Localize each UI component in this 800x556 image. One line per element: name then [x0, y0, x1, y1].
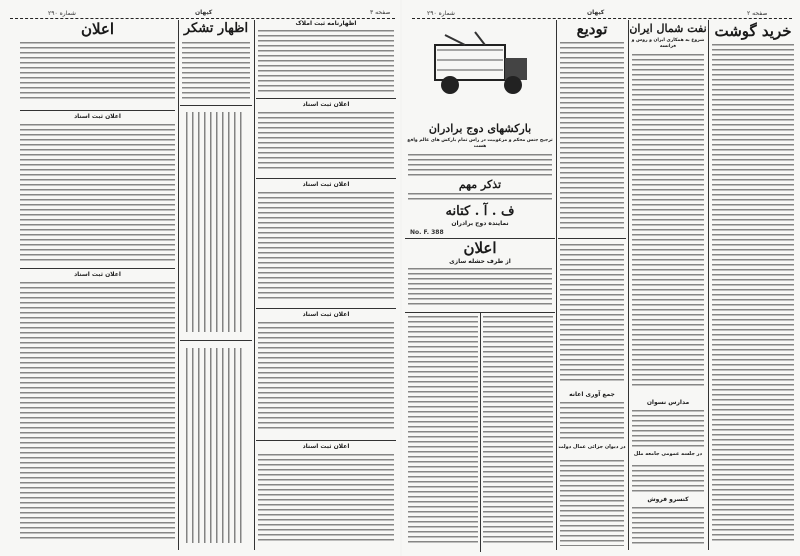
left-notice-heading: اعلان ثبت اسناد — [74, 113, 121, 120]
body-text-block — [483, 316, 553, 546]
column-divider — [558, 238, 626, 239]
meat-purchase-title: خرید گوشت — [714, 22, 792, 40]
body-text-block — [560, 460, 624, 546]
court-heading: در دیوان جزائی عمال دولت — [558, 444, 626, 450]
body-text-block — [20, 124, 175, 264]
column-divider — [178, 20, 179, 550]
truck-illustration — [425, 30, 535, 100]
column-divider — [628, 20, 629, 550]
column-divider — [480, 312, 481, 552]
collection-heading: جمع آوری اعانه — [569, 391, 615, 398]
left-page-number: صفحه ۳ — [370, 9, 391, 16]
left-announcement-title: اعلان — [80, 20, 115, 38]
left-masthead: کیهان — [195, 9, 213, 16]
cannery-heading: کنسرو فروش — [647, 496, 689, 503]
body-text-block — [408, 154, 552, 176]
body-text-block — [560, 402, 624, 440]
column-divider — [256, 178, 396, 179]
body-text-block — [182, 42, 250, 102]
right-masthead: کیهان — [587, 9, 605, 16]
body-text-block — [20, 282, 175, 542]
body-text-block — [632, 410, 704, 448]
body-text-block — [408, 268, 552, 308]
column-divider — [254, 20, 255, 550]
body-text-block — [632, 54, 704, 388]
body-text-block — [560, 42, 624, 232]
body-text-block — [632, 465, 704, 492]
league-session-heading: در جلسه عمومی جامعه ملل — [633, 451, 703, 457]
body-text-block — [408, 193, 552, 203]
column-divider — [180, 340, 252, 341]
right-header-rule — [412, 18, 792, 19]
column-divider — [20, 110, 175, 111]
thanks-title: اظهار تشکر — [183, 21, 249, 36]
column-divider — [556, 20, 557, 550]
left-notice-heading: اعلان ثبت اسناد — [74, 271, 121, 278]
body-text-block — [258, 192, 394, 302]
girls-schools-heading: مدارس نسوان — [646, 399, 690, 406]
body-text-block — [258, 322, 394, 432]
dodge-ad-subtitle: ترجیح جنس محکم و مرغوبیت در راس تمام بارکش های عالم واقع هست — [407, 138, 553, 149]
body-text-block — [408, 316, 478, 546]
body-text-block — [632, 507, 704, 546]
dodge-ad-title: بارکشهای دوج برادران — [428, 122, 532, 135]
body-text-block — [258, 454, 394, 544]
property-register-heading: اظهارنامه ثبت املاک — [295, 20, 357, 27]
agent-name: ف . آ . کتانه — [445, 204, 515, 219]
registry-notice-heading: اعلان ثبت اسناد — [302, 443, 350, 450]
body-text-block — [560, 244, 624, 384]
body-text-block — [258, 112, 394, 172]
column-divider — [180, 105, 252, 106]
column-divider — [256, 308, 396, 309]
body-text-block — [186, 112, 246, 332]
column-divider — [256, 440, 396, 441]
left-issue-number: شماره ۲۹۰ — [48, 10, 76, 17]
body-text-block — [186, 348, 246, 543]
right-issue-number: شماره ۲۹۰ — [427, 10, 455, 17]
column-divider — [256, 98, 396, 99]
announcement-title: اعلان — [463, 239, 497, 257]
column-divider — [20, 268, 175, 269]
important-notice-title: تذکر مهم — [458, 178, 502, 191]
farewell-title: تودیع — [576, 20, 608, 38]
registry-notice-heading: اعلان ثبت اسناد — [302, 101, 350, 108]
right-page-number: صفحه ۲ — [747, 10, 768, 17]
body-text-block — [258, 30, 394, 92]
announcement-subtitle: از طرف حشله سازی — [449, 258, 511, 265]
body-text-block — [20, 42, 175, 100]
northern-oil-title: نفت شمال ایران — [629, 22, 707, 35]
northern-oil-subtitle: شروع به همکاری ایران و روس و فرانسه — [631, 38, 705, 49]
column-divider — [708, 20, 709, 550]
registry-notice-heading: اعلان ثبت اسناد — [302, 311, 350, 318]
agent-subtitle: نماینده دوج برادران — [451, 220, 509, 227]
ad-reference: No. F. 388 — [410, 229, 444, 236]
body-text-block — [712, 44, 794, 544]
registry-notice-heading: اعلان ثبت اسناد — [302, 181, 350, 188]
